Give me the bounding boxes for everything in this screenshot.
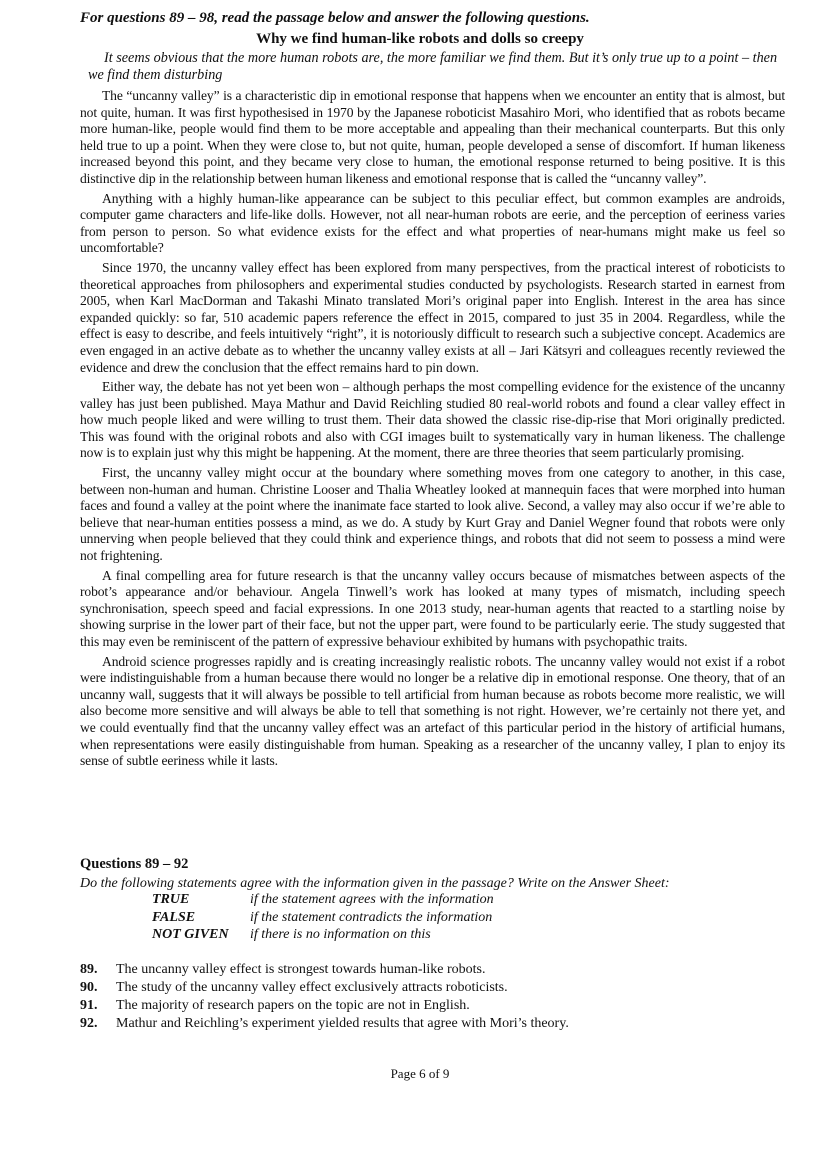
passage-title: Why we find human-like robots and dolls so creepy [256, 31, 584, 47]
passage-paragraph: A final compelling area for future research is that the uncanny valley occurs because of mismatches between aspects of the robot’s appearance and/or behaviour. Angela Tinwell’s work has looked at many types of mismatch, including speech synchronisation, speech speed and facial expressions. In one 2013 study, near-human agents that reacted to a startling noise by showing surprise in the lower part of their face, but not the upper part, were found to be particularly eerie. The study suggested that this may even be reminiscent of the pattern of expressive behaviour exhibited by humans with psychopathic traits. [80, 567, 785, 649]
question-number: 91. [80, 998, 98, 1013]
question-item [80, 1015, 780, 1033]
passage-paragraph: The “uncanny valley” is a characteristic dip in emotional response that happens when we encounter an entity that is almost, but not quite, human. It was first hypothesised in 1970 by the Japanese roboticist Masahiro Mori, who identified that as robots became more human-like, people would find them to be more acceptable and appealing than their mechanical counterparts. But this only held true to up a point. When they were close to, but not quite, human, people developed a sense of discomfort. If human likeness increased beyond this point, and they became very close to human, the emotional response returned to being positive. It is this distinctive dip in the relationship between human likeness and emotional response that is called the “uncanny valley”. [80, 88, 785, 186]
page-number: Page 6 of 9 [390, 1066, 450, 1081]
question-item [80, 997, 780, 1015]
answer-key-row [152, 926, 652, 944]
question-number: 89. [80, 962, 98, 977]
passage-paragraph: First, the uncanny valley might occur at the boundary where something moves from one category to another, in this case, between non-human and human. Christine Looser and Thalia Wheatley looked at mannequin faces that were morphed into human faces and found a valley at the point where the inanimate face started to look alive. Second, a valley may also occur if we’re able to believe that near-human entities possess a mind, as we do. A study by Kurt Gray and Daniel Wegner found that robots were only unnerving when people believed that they could think and experience things, and robots that did not seem to possess a mind were not frightening. [80, 465, 785, 564]
passage-paragraph: Either way, the debate has not yet been won – although perhaps the most compelling evidence for the existence of the uncanny valley has just been published. Maya Mathur and David Reichling studied 80 real-world robots and found a clear valley effect in how much people liked and were willing to trust them. Their data showed the classic rise-dip-rise that Mori originally predicted. This was found with the original robots and also with CGI images built to systematically vary in human likeness. The challenge now is to explain just why this might be happening. At the moment, there are three theories that seem particularly promising. [80, 379, 785, 461]
question-item [80, 979, 780, 997]
question-text: Mathur and Reichling’s experiment yielded results that agree with Mori’s theory. [116, 1016, 569, 1031]
question-text: The majority of research papers on the topic are not in English. [116, 998, 470, 1013]
questions-directions: Do the following statements agree with the information given in the passage? Write on the Answer Sheet: [80, 876, 670, 891]
question-text: The study of the uncanny valley effect exclusively attracts roboticists. [116, 980, 508, 995]
answer-key-term: NOT GIVEN [152, 927, 229, 942]
question-list [80, 961, 780, 1033]
passage-paragraph: Android science progresses rapidly and is creating increasingly realistic robots. The uncanny valley would not exist if a robot were indistinguishable from a human because there would no longer be a relative dip in emotional response. One theory, that of an uncanny wall, suggests that it will always be possible to tell artificial from human because as robots become more realistic, we will also become more sensitive and will always be able to tell that something is not right. However, we’re certainly not there yet, and we could eventually find that the uncanny valley effect was an artefact of this particular period in the history of artificial humans, when representations were easily distinguishable from human. Speaking as a researcher of the uncanny valley, I plan to enjoy its sense of subtle eeriness while it lasts. [80, 653, 785, 769]
passage-subtitle: It seems obvious that the more human robots are, the more familiar we find them. But it’s only true up to a point – then we find them disturbing [88, 50, 778, 83]
answer-key-row [152, 909, 652, 927]
passage-paragraph: Anything with a highly human-like appearance can be subject to this peculiar effect, but common examples are androids, computer game characters and life-like dolls. However, not all near-human robots are eerie, and the perception of eeriness varies from person to person. So what evidence exists for the effect and what properties of near-humans might make us feel so uncomfortable? [80, 190, 785, 256]
answer-key-term: FALSE [152, 909, 196, 925]
question-number: 92. [80, 1016, 98, 1031]
question-text: The uncanny valley effect is strongest towards human-like robots. [116, 962, 486, 977]
questions-heading: Questions 89 – 92 [80, 856, 189, 872]
answer-key-meaning: if there is no information on this [250, 927, 431, 942]
answer-key-meaning: if the statement contradicts the information [250, 909, 493, 925]
answer-key-row [152, 891, 652, 909]
answer-key-term: TRUE [152, 892, 190, 907]
reading-instructions: For questions 89 – 98, read the passage below and answer the following questions. [80, 10, 590, 26]
question-item [80, 961, 780, 979]
answer-key-legend [152, 891, 652, 944]
answer-key-meaning: if the statement agrees with the information [250, 892, 494, 907]
passage-paragraph: Since 1970, the uncanny valley effect has been explored from many perspectives, from the practical interest of roboticists to theoretical approaches from philosophers and experimental studies conducted by psychologists. Research started in earnest from 2005, when Karl MacDorman and Takashi Minato translated Mori’s original paper into English. Interest in the area has since expanded quickly: so far, 510 academic papers reference the effect in 2015, compared to just 35 in 2004. Regardless, while the effect is easy to describe, and feels intuitively “right”, it is notoriously difficult to research such a subjective concept. Academics are even engaged in an active debate as to whether the uncanny valley exists at all – Jari Kätsyri and colleagues recently reviewed the evidence and drew the conclusion that the effect remains hard to pin down. [80, 259, 785, 375]
reading-passage [80, 88, 785, 773]
question-number: 90. [80, 980, 98, 995]
